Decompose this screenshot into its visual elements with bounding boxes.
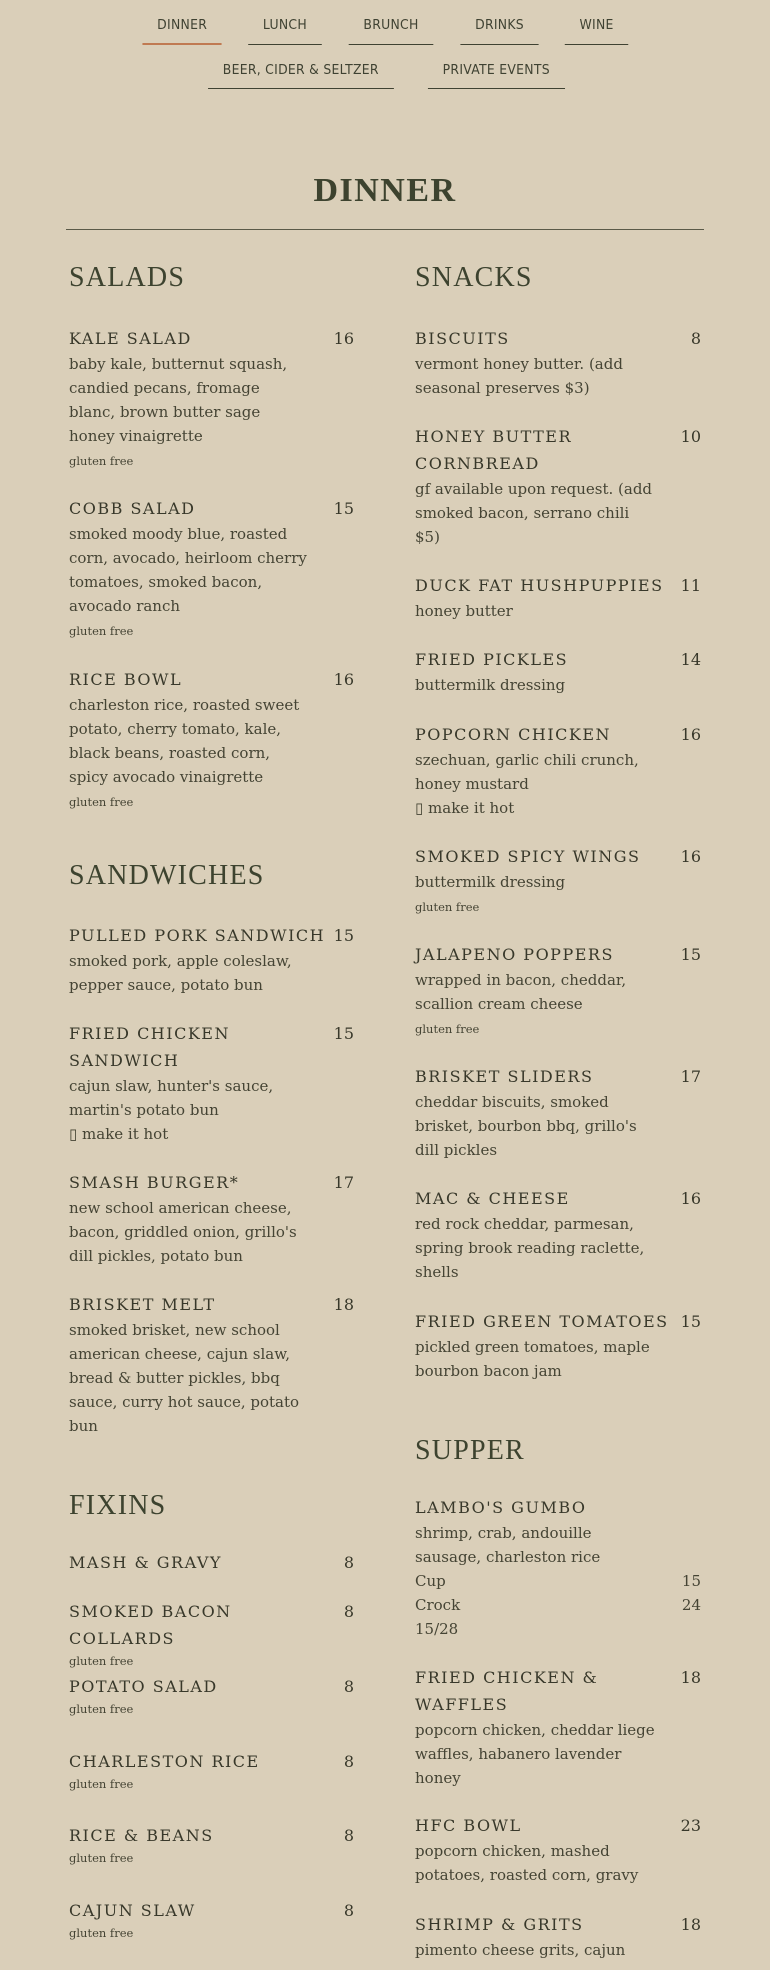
make-it-hot-option[interactable]: ▯ make it hot xyxy=(69,1125,169,1143)
item-description: shrimp, crab, andouille sausage, charleston rice xyxy=(415,1524,601,1566)
dietary-tag: gluten free xyxy=(415,900,480,914)
menu-item xyxy=(415,1812,701,1887)
item-description: wrapped in bacon, cheddar, scallion cream cheese xyxy=(415,971,627,1013)
item-name: MAC & CHEESE xyxy=(415,1189,570,1208)
item-name: RICE & BEANS xyxy=(69,1826,214,1845)
category-heading-sandwiches: SANDWICHES xyxy=(69,860,265,891)
item-price: 8 xyxy=(343,1553,354,1572)
dietary-tag: gluten free xyxy=(69,795,134,809)
nav-tab-wine[interactable]: WINE xyxy=(565,14,629,45)
dietary-tag: gluten free xyxy=(69,454,134,468)
item-description: vermont honey butter. (add seasonal preserves $3) xyxy=(415,355,623,397)
size-price: 15 xyxy=(681,1572,701,1590)
item-name: HONEY BUTTER CORNBREAD xyxy=(415,427,573,473)
item-description: gf available upon request. (add smoked bacon, serrano chili $5) xyxy=(415,480,653,546)
item-description: smoked moody blue, roasted corn, avocado, heirloom cherry tomatoes, smoked bacon, avocado ranch xyxy=(69,525,307,615)
category-heading-fixins: FIXINS xyxy=(69,1490,167,1521)
item-price: 16 xyxy=(333,329,354,348)
item-name: DUCK FAT HUSHPUPPIES xyxy=(415,576,664,595)
menu-nav-row-2 xyxy=(0,59,770,89)
menu-item xyxy=(415,325,701,400)
item-price: 8 xyxy=(343,1677,354,1696)
item-price: 11 xyxy=(680,576,701,595)
item-price: 18 xyxy=(680,1668,701,1687)
item-price: 15 xyxy=(680,945,701,964)
size-option-crock xyxy=(415,1593,701,1617)
item-name: FRIED PICKLES xyxy=(415,650,569,669)
menu-item xyxy=(415,721,701,820)
nav-tab-private-events[interactable]: PRIVATE EVENTS xyxy=(427,59,564,89)
item-price: 15 xyxy=(333,499,354,518)
item-price: 16 xyxy=(333,670,354,689)
item-price: 8 xyxy=(690,329,701,348)
menu-nav xyxy=(0,0,770,89)
item-name: POPCORN CHICKEN xyxy=(415,725,612,744)
menu-item xyxy=(415,646,701,697)
dietary-tag: gluten free xyxy=(69,1702,134,1716)
size-price: 24 xyxy=(681,1596,701,1614)
menu-item xyxy=(69,1673,354,1718)
page-title: DINNER xyxy=(313,172,457,209)
item-name: MASH & GRAVY xyxy=(69,1553,222,1572)
item-name: FRIED GREEN TOMATOES xyxy=(415,1312,669,1331)
item-price: 15 xyxy=(333,1024,354,1043)
item-price: 18 xyxy=(333,1295,354,1314)
item-name: LAMBO'S GUMBO xyxy=(415,1498,587,1517)
item-description: popcorn chicken, mashed potatoes, roasted corn, gravy xyxy=(415,1842,639,1884)
item-price: 15 xyxy=(680,1312,701,1331)
item-name: FRIED CHICKEN SANDWICH xyxy=(69,1024,230,1070)
menu-item xyxy=(69,922,354,997)
make-it-hot-option[interactable]: ▯ make it hot xyxy=(415,799,515,817)
item-name: SHRIMP & GRITS xyxy=(415,1915,584,1934)
item-name: COBB SALAD xyxy=(69,499,196,518)
dietary-tag: gluten free xyxy=(69,624,134,638)
item-description: smoked pork, apple coleslaw, pepper sauce, potato bun xyxy=(69,952,292,994)
item-description: baby kale, butternut squash, candied pecans, fromage blanc, brown butter sage honey vinaigrette xyxy=(69,355,288,445)
menu-item xyxy=(69,666,354,811)
item-price: 23 xyxy=(680,1816,701,1835)
item-name: CAJUN SLAW xyxy=(69,1901,196,1920)
dietary-tag: gluten free xyxy=(69,1777,134,1791)
item-description: smoked brisket, new school american cheese, cajun slaw, bread & butter pickles, bbq sauce, curry hot sauce, potato bun xyxy=(69,1321,300,1435)
item-price: 16 xyxy=(680,847,701,866)
menu-item xyxy=(415,1911,701,1962)
nav-tab-brunch[interactable]: BRUNCH xyxy=(349,14,434,45)
item-price: 16 xyxy=(680,1189,701,1208)
item-price: 14 xyxy=(680,650,701,669)
menu-item xyxy=(69,1169,354,1268)
item-price: 18 xyxy=(680,1915,701,1934)
item-description: buttermilk dressing xyxy=(415,676,566,694)
item-description: cheddar biscuits, smoked brisket, bourbon bbq, grillo's dill pickles xyxy=(415,1093,637,1159)
item-description: charleston rice, roasted sweet potato, cherry tomato, kale, black beans, roasted corn, spicy avocado vinaigrette xyxy=(69,696,300,786)
category-heading-salads: SALADS xyxy=(69,262,186,293)
item-description: szechuan, garlic chili crunch, honey mustard xyxy=(415,751,639,793)
item-name: JALAPENO POPPERS xyxy=(415,945,614,964)
menu-item xyxy=(415,572,701,623)
item-description: pimento cheese grits, cajun xyxy=(415,1941,626,1959)
size-price-summary: 15/28 xyxy=(415,1620,459,1638)
item-price: 8 xyxy=(343,1602,354,1621)
item-name: SMOKED SPICY WINGS xyxy=(415,847,641,866)
menu-item xyxy=(415,1494,701,1641)
menu-item xyxy=(69,1748,354,1793)
item-description: cajun slaw, hunter's sauce, martin's potato bun xyxy=(69,1077,274,1119)
menu-item xyxy=(69,1291,354,1438)
item-name: KALE SALAD xyxy=(69,329,192,348)
menu-item xyxy=(69,1598,354,1670)
item-price: 8 xyxy=(343,1752,354,1771)
item-description: new school american cheese, bacon, griddled onion, grillo's dill pickles, potato bun xyxy=(69,1199,297,1265)
item-name: BRISKET MELT xyxy=(69,1295,216,1314)
item-name: PULLED PORK SANDWICH xyxy=(69,926,326,945)
menu-item xyxy=(69,1897,354,1942)
size-label: Crock xyxy=(415,1596,461,1614)
menu-item xyxy=(415,1664,701,1790)
item-price: 17 xyxy=(680,1067,701,1086)
item-name: HFC BOWL xyxy=(415,1816,522,1835)
menu-item xyxy=(415,1063,701,1162)
item-name: SMASH BURGER* xyxy=(69,1173,240,1192)
item-name: RICE BOWL xyxy=(69,670,183,689)
item-price: 16 xyxy=(680,725,701,744)
menu-item xyxy=(69,325,354,470)
item-description: buttermilk dressing xyxy=(415,873,566,891)
menu-item xyxy=(415,423,701,549)
category-heading-snacks: SNACKS xyxy=(415,262,533,293)
menu-item xyxy=(69,495,354,640)
item-price: 8 xyxy=(343,1901,354,1920)
category-heading-supper: SUPPER xyxy=(415,1435,525,1466)
item-description: honey butter xyxy=(415,602,513,620)
menu-item xyxy=(415,1308,701,1383)
dietary-tag: gluten free xyxy=(69,1851,134,1865)
item-price: 17 xyxy=(333,1173,354,1192)
item-price: 8 xyxy=(343,1826,354,1845)
menu-nav-row-1 xyxy=(0,14,770,45)
item-price: 10 xyxy=(680,427,701,446)
item-price: 15 xyxy=(333,926,354,945)
dietary-tag: gluten free xyxy=(415,1022,480,1036)
item-name: POTATO SALAD xyxy=(69,1677,218,1696)
item-description: red rock cheddar, parmesan, spring brook reading raclette, shells xyxy=(415,1215,645,1281)
nav-tab-lunch[interactable]: LUNCH xyxy=(248,14,322,45)
size-label: Cup xyxy=(415,1572,446,1590)
item-description: pickled green tomatoes, maple bourbon bacon jam xyxy=(415,1338,650,1380)
item-name: FRIED CHICKEN & WAFFLES xyxy=(415,1668,599,1714)
nav-tab-beer-cider-seltzer[interactable]: BEER, CIDER & SELTZER xyxy=(208,59,393,89)
menu-item xyxy=(415,941,701,1038)
menu-item xyxy=(69,1020,354,1146)
item-name: CHARLESTON RICE xyxy=(69,1752,260,1771)
nav-tab-dinner[interactable]: DINNER xyxy=(142,14,221,45)
dietary-tag: gluten free xyxy=(69,1926,134,1940)
size-option-cup xyxy=(415,1569,701,1593)
dietary-tag: gluten free xyxy=(69,1654,134,1668)
menu-item xyxy=(415,1185,701,1284)
menu-item xyxy=(415,843,701,916)
menu-item xyxy=(69,1549,354,1576)
nav-tab-drinks[interactable]: DRINKS xyxy=(460,14,538,45)
item-name: BRISKET SLIDERS xyxy=(415,1067,594,1086)
title-divider xyxy=(66,229,704,230)
item-name: SMOKED BACON COLLARDS xyxy=(69,1602,232,1648)
item-description: popcorn chicken, cheddar liege waffles, habanero lavender honey xyxy=(415,1721,655,1787)
item-name: BISCUITS xyxy=(415,329,510,348)
menu-item xyxy=(69,1822,354,1867)
